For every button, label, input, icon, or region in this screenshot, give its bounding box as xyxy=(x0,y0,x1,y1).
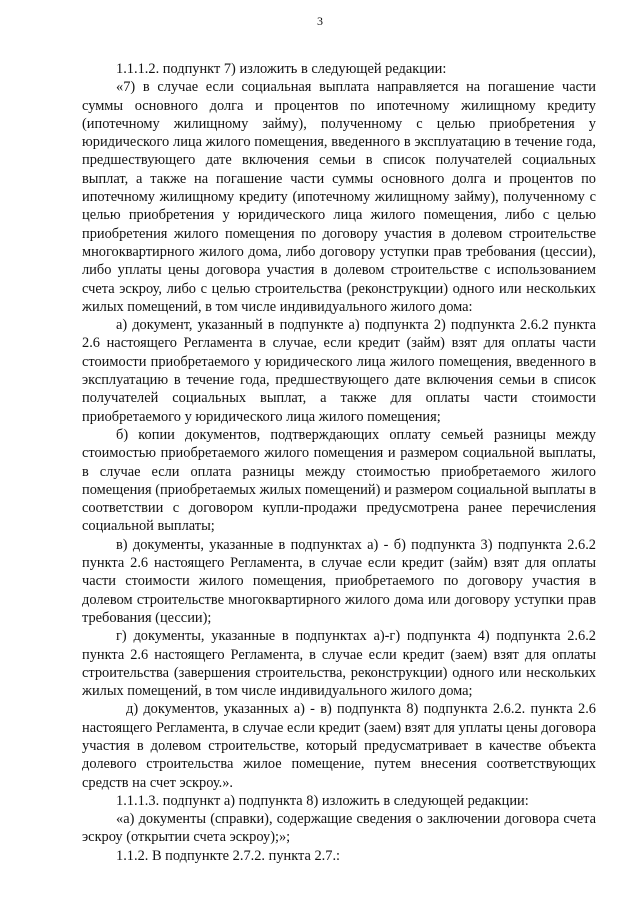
document-body xyxy=(82,60,596,865)
paragraph-1-1-1-2: 1.1.1.2. подпункт 7) изложить в следующей редакции: xyxy=(116,61,447,77)
paragraph-item-d: д) документов, указанных а) - в) подпункта 8) подпункта 2.6.2. пункта 2.6 настоящего Регламента, в случае если кредит (заем) взят для уплаты цены договора участия в долевом строительстве, который предусматривает в качестве объекта долевого строительства жилое помещение, путем внесения соответствующих средств на счет эскроу.». xyxy=(82,701,596,791)
paragraph-item-b: б) копии документов, подтверждающих оплату семьей разницы между стоимостью приобретаемого жилого помещения и размером социальной выплаты, в случае если оплата разницы между стоимостью приобретаемого жилого помещения (приобретаемых жилых помещений) и размером социальной выплаты в соответствии с договором купли-продажи предусмотрена ранее перечисления социальной выплаты; xyxy=(82,426,596,535)
paragraph-item-v: в) документы, указанные в подпунктах а) - б) подпункта 3) подпункта 2.6.2 пункта 2.6 настоящего Регламента, в случае если кредит (займ) взят для оплаты части стоимости жилого помещения, приобретаемого по договору участия в долевом строительстве многоквартирного жилого дома или договору уступки прав требования (цессии); xyxy=(82,536,596,626)
paragraph-item-a-escrow: «а) документы (справки), содержащие сведения о заключении договора счета эскроу (открытии счета эскроу);»; xyxy=(82,811,596,846)
paragraph-1-1-2: 1.1.2. В подпункте 2.7.2. пункта 2.7.: xyxy=(116,847,341,864)
paragraph-item-7: «7) в случае если социальная выплата направляется на погашение части суммы основного долга и процентов по ипотечному жилищному кредиту (ипотечному жилищному займу), полученному с целью приобретения у юридического лица жилого помещения, введенного в эксплуатацию в течение года, предшествующего дате включения семьи в список получателей социальных выплат, а также на погашение части суммы основного долга и процентов по ипотечному жилищному кредиту (ипотечному жилищному займу), полученному с целью приобретения у юридического лица жилого помещения, либо с целью приобретения жилого помещения по договору участия в долевом строительстве многоквартирного жилого дома, либо договору уступки прав требования (цессии), либо уплаты цены договора участия в долевом строительстве с использованием счета эскроу, либо с целью строительства (реконструкции) одного или нескольких жилых помещений, в том числе индивидуального жилого дома: xyxy=(82,79,596,315)
paragraph-item-g: г) документы, указанные в подпунктах а)-г) подпункта 4) подпункта 2.6.2 пункта 2.6 настоящего Регламента, в случае если кредит (заем) взят для оплаты строительства (завершения строительства, реконструкции) одного или нескольких жилых помещений, в том числе индивидуального жилого дома; xyxy=(82,628,596,700)
page-number: 3 xyxy=(317,14,323,28)
paragraph-item-a: а) документ, указанный в подпункте а) подпункта 2) подпункта 2.6.2 пункта 2.6 настоящего Регламента в случае, если кредит (займ) взят для оплаты части стоимости приобретаемого у юридического лица жилого помещения, введенного в эксплуатацию в течение года, предшествующего дате включения семьи в список получателей социальных выплат, а также для оплаты части стоимости приобретаемого у юридического лица жилого помещения; xyxy=(82,317,596,425)
paragraph-1-1-1-3: 1.1.1.3. подпункт а) подпункта 8) изложить в следующей редакции: xyxy=(116,792,529,809)
